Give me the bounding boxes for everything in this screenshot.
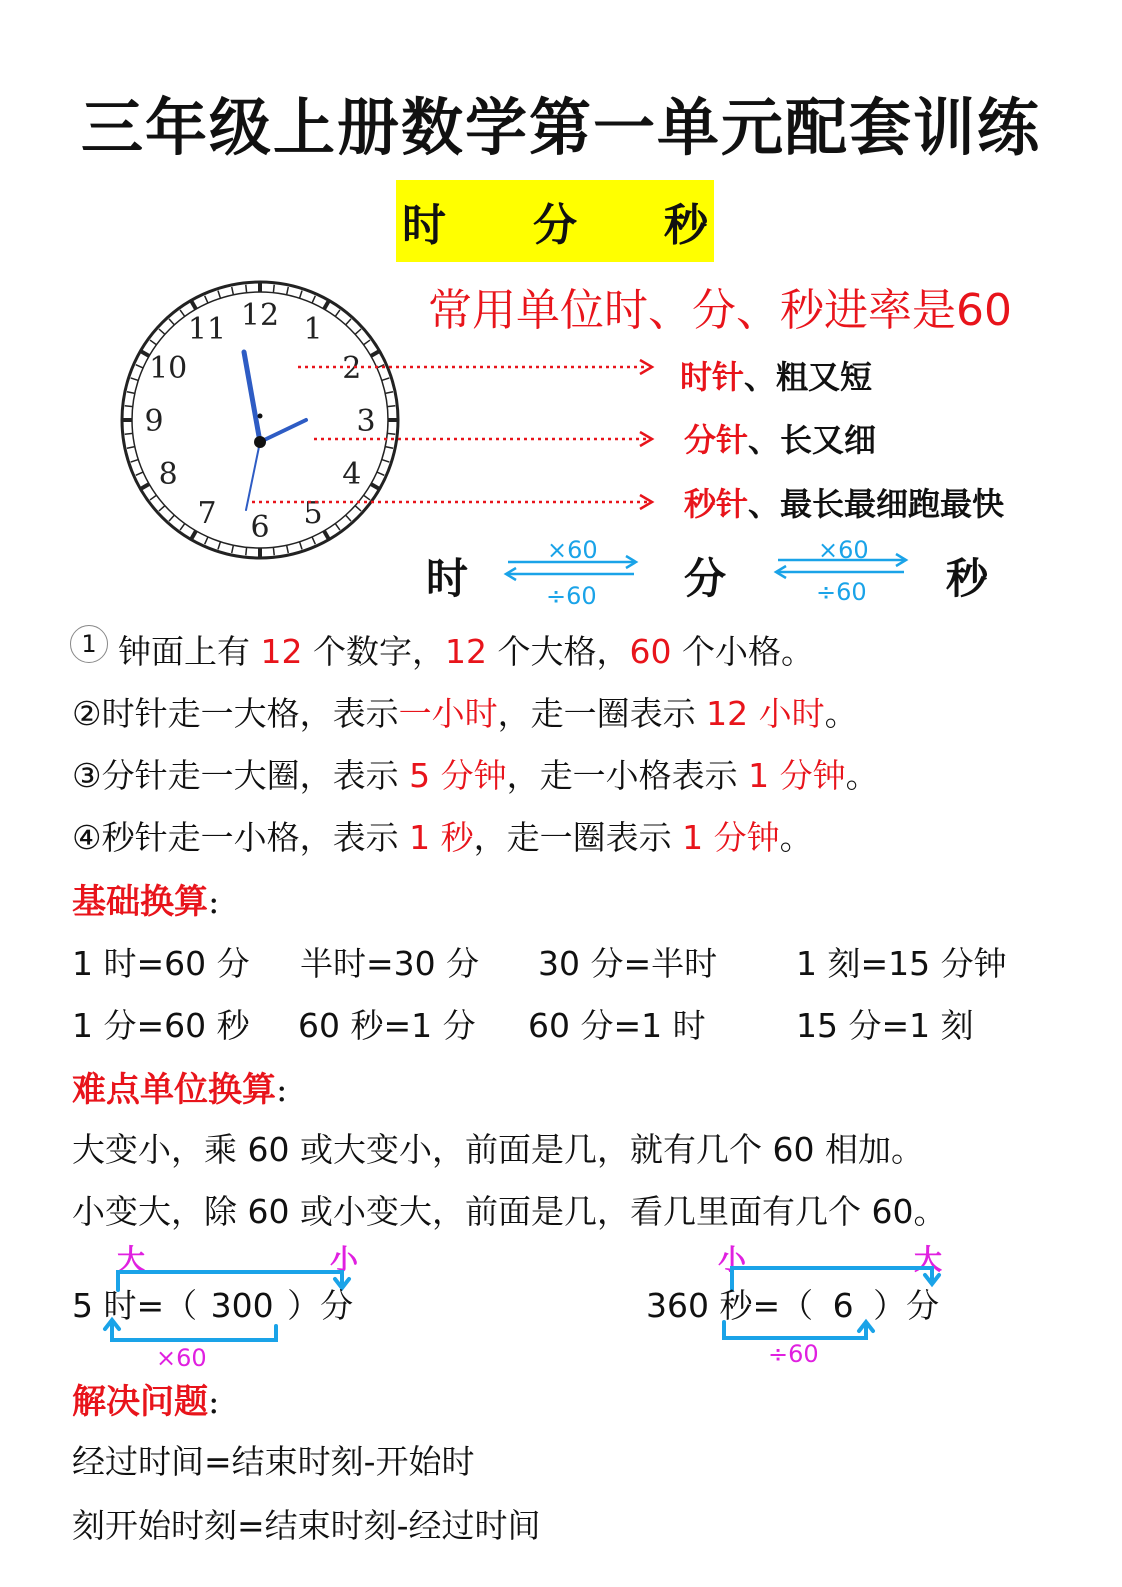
page-title: 三年级上册数学第一单元配套训练 [80,91,1041,164]
fact-3: ③分针走一大圈，表示 5 分钟，走一小格表示 1 分钟。 [72,756,879,795]
rate-note: 常用单位时、分、秒进率是60 [428,285,1012,336]
example-2-op: ÷60 [768,1340,819,1368]
basic-cell: 60 分=1 时 [528,1006,706,1045]
clock-number: 4 [342,457,362,492]
hard-conversion-heading: 难点单位换算: [72,1070,288,1110]
solve-heading: 解决问题: [72,1382,220,1422]
subtitle-hour: 时 [402,200,446,251]
clock-number: 1 [303,312,323,348]
clock-number: 7 [197,495,217,531]
solve-formula-1: 经过时间=结束时刻-开始时 [72,1442,475,1481]
subtitle-second: 秒 [664,200,708,251]
clock-number: 10 [149,351,188,386]
clock-number: 3 [356,404,376,439]
example-2-right-marker: 大 [914,1243,943,1276]
unit-hour: 时 [426,554,469,603]
second-hand-label: 秒针、最长最细跑最快 [684,485,1005,523]
hard-rule-1: 大变小，乘 60 或大变小，前面是几，就有几个 60 相加。 [72,1130,924,1169]
hour-hand-label: 时针、粗又短 [680,358,873,396]
solve-formula-2: 刻开始时刻=结束时刻-经过时间 [72,1506,541,1545]
example-1-left-marker: 大 [117,1243,146,1276]
hour-minute-multiply-label: ×60 [547,536,598,564]
fact-1: 钟面上有 12 个数字，12 个大格，60 个小格。 [118,632,814,671]
basic-cell: 半时=30 分 [300,944,480,983]
example-1: 5 时=（ 300 ）分 [72,1286,354,1325]
example-1-op: ×60 [156,1344,207,1372]
clock-number: 5 [303,495,323,531]
clock-number: 11 [187,312,227,348]
minute-second-divide-label: ÷60 [816,578,867,606]
minute-second-multiply-label: ×60 [818,536,869,564]
basic-conversion-heading: 基础换算: [72,882,220,922]
unit-minute: 分 [684,554,727,603]
basic-cell: 60 秒=1 分 [298,1006,476,1045]
fact-4: ④秒针走一小格，表示 1 秒，走一圈表示 1 分钟。 [72,818,813,857]
subtitle-minute: 分 [533,200,577,251]
example-2: 360 秒=（ 6 ）分 [646,1286,940,1325]
clock-number: 6 [250,510,270,545]
basic-cell: 15 分=1 刻 [796,1006,974,1045]
fact-2: ②时针走一大格，表示一小时，走一圈表示 12 小时。 [72,694,858,733]
minute-hand-label: 分针、长又细 [684,421,877,459]
clock-number: 2 [342,351,362,386]
clock-number: 9 [144,404,164,439]
clock-number: 8 [158,457,178,492]
hour-minute-divide-label: ÷60 [546,582,597,610]
fact-1-number: 1 [70,625,108,663]
basic-cell: 1 刻=15 分钟 [796,944,1007,983]
example-2-left-marker: 小 [718,1243,747,1276]
basic-cell: 1 时=60 分 [72,944,250,983]
clock-number: 12 [240,298,280,333]
hard-rule-2: 小变大，除 60 或小变大，前面是几，看几里面有几个 60。 [72,1192,947,1231]
basic-cell: 30 分=半时 [538,944,718,983]
unit-second: 秒 [946,554,989,603]
example-1-right-marker: 小 [330,1243,359,1276]
basic-cell: 1 分=60 秒 [72,1006,250,1045]
